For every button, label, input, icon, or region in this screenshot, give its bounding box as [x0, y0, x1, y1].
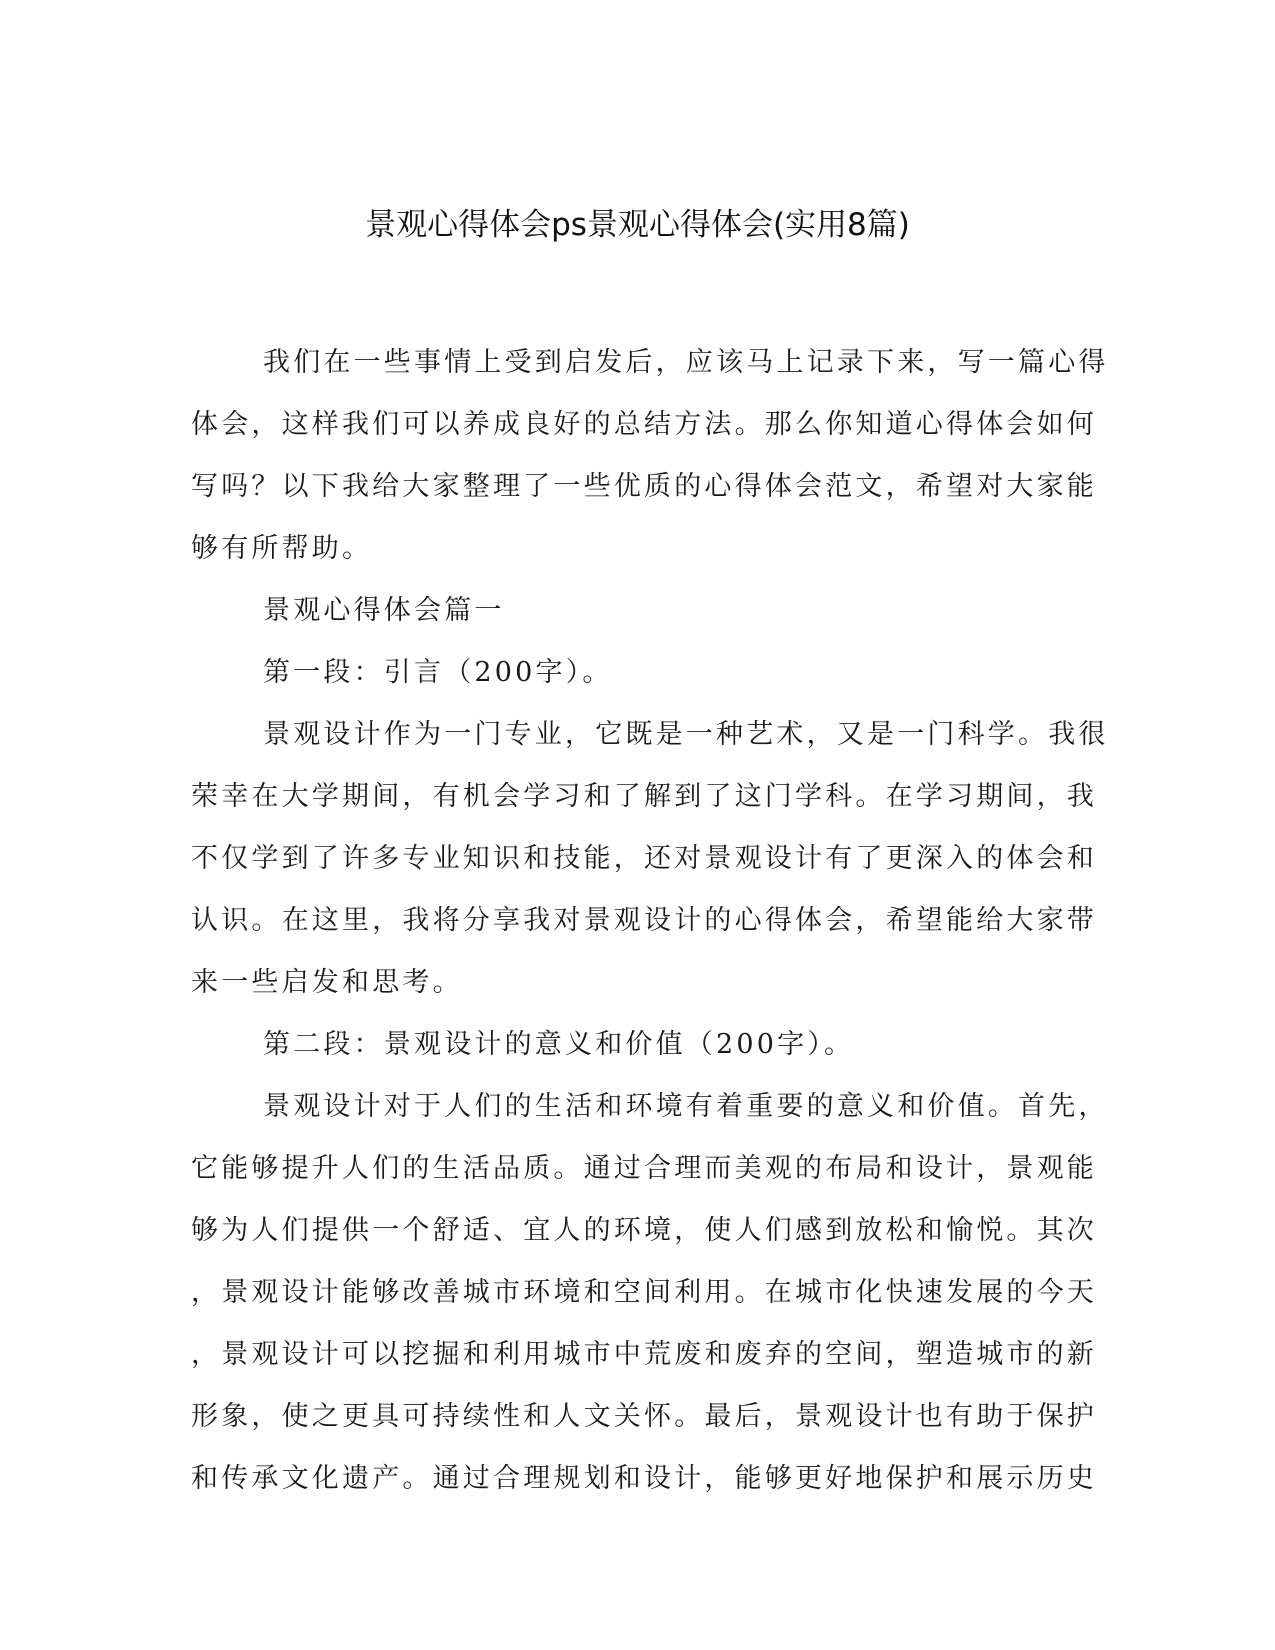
text-line: 不仅学到了许多专业知识和技能，还对景观设计有了更深入的体会和 — [191, 843, 1097, 874]
text-line: 体会，这样我们可以养成良好的总结方法。那么你知道心得体会如何 — [191, 409, 1097, 440]
text-line: 来一些启发和思考。 — [191, 967, 463, 998]
text-line: 形象，使之更具可持续性和人文关怀。最后，景观设计也有助于保护 — [191, 1401, 1097, 1432]
text-line: 写吗？以下我给大家整理了一些优质的心得体会范文，希望对大家能 — [191, 471, 1097, 502]
document-title: 景观心得体会ps景观心得体会(实用8篇) — [365, 207, 910, 243]
text-line: 第一段：引言（200字）。 — [263, 657, 613, 688]
text-line: ，景观设计能够改善城市环境和空间利用。在城市化快速发展的今天 — [191, 1277, 1097, 1308]
text-line: 荣幸在大学期间，有机会学习和了解到了这门学科。在学习期间，我 — [191, 781, 1097, 812]
text-line: 够有所帮助。 — [191, 533, 373, 564]
text-line: 景观设计对于人们的生活和环境有着重要的意义和价值。首先， — [263, 1091, 1109, 1122]
text-line: 和传承文化遗产。通过合理规划和设计，能够更好地保护和展示历史 — [191, 1463, 1097, 1494]
text-line: 第二段：景观设计的意义和价值（200字）。 — [263, 1029, 855, 1060]
text-line: ，景观设计可以挖掘和利用城市中荒废和废弃的空间，塑造城市的新 — [191, 1339, 1097, 1370]
text-line: 够为人们提供一个舒适、宜人的环境，使人们感到放松和愉悦。其次 — [191, 1215, 1097, 1246]
text-line: 认识。在这里，我将分享我对景观设计的心得体会，希望能给大家带 — [191, 905, 1097, 936]
text-line: 我们在一些事情上受到启发后，应该马上记录下来，写一篇心得 — [263, 347, 1109, 378]
text-line: 景观设计作为一门专业，它既是一种艺术，又是一门科学。我很 — [263, 719, 1109, 750]
text-line: 它能够提升人们的生活品质。通过合理而美观的布局和设计，景观能 — [191, 1153, 1097, 1184]
document-body — [191, 332, 1109, 1510]
text-line: 景观心得体会篇一 — [263, 595, 505, 626]
